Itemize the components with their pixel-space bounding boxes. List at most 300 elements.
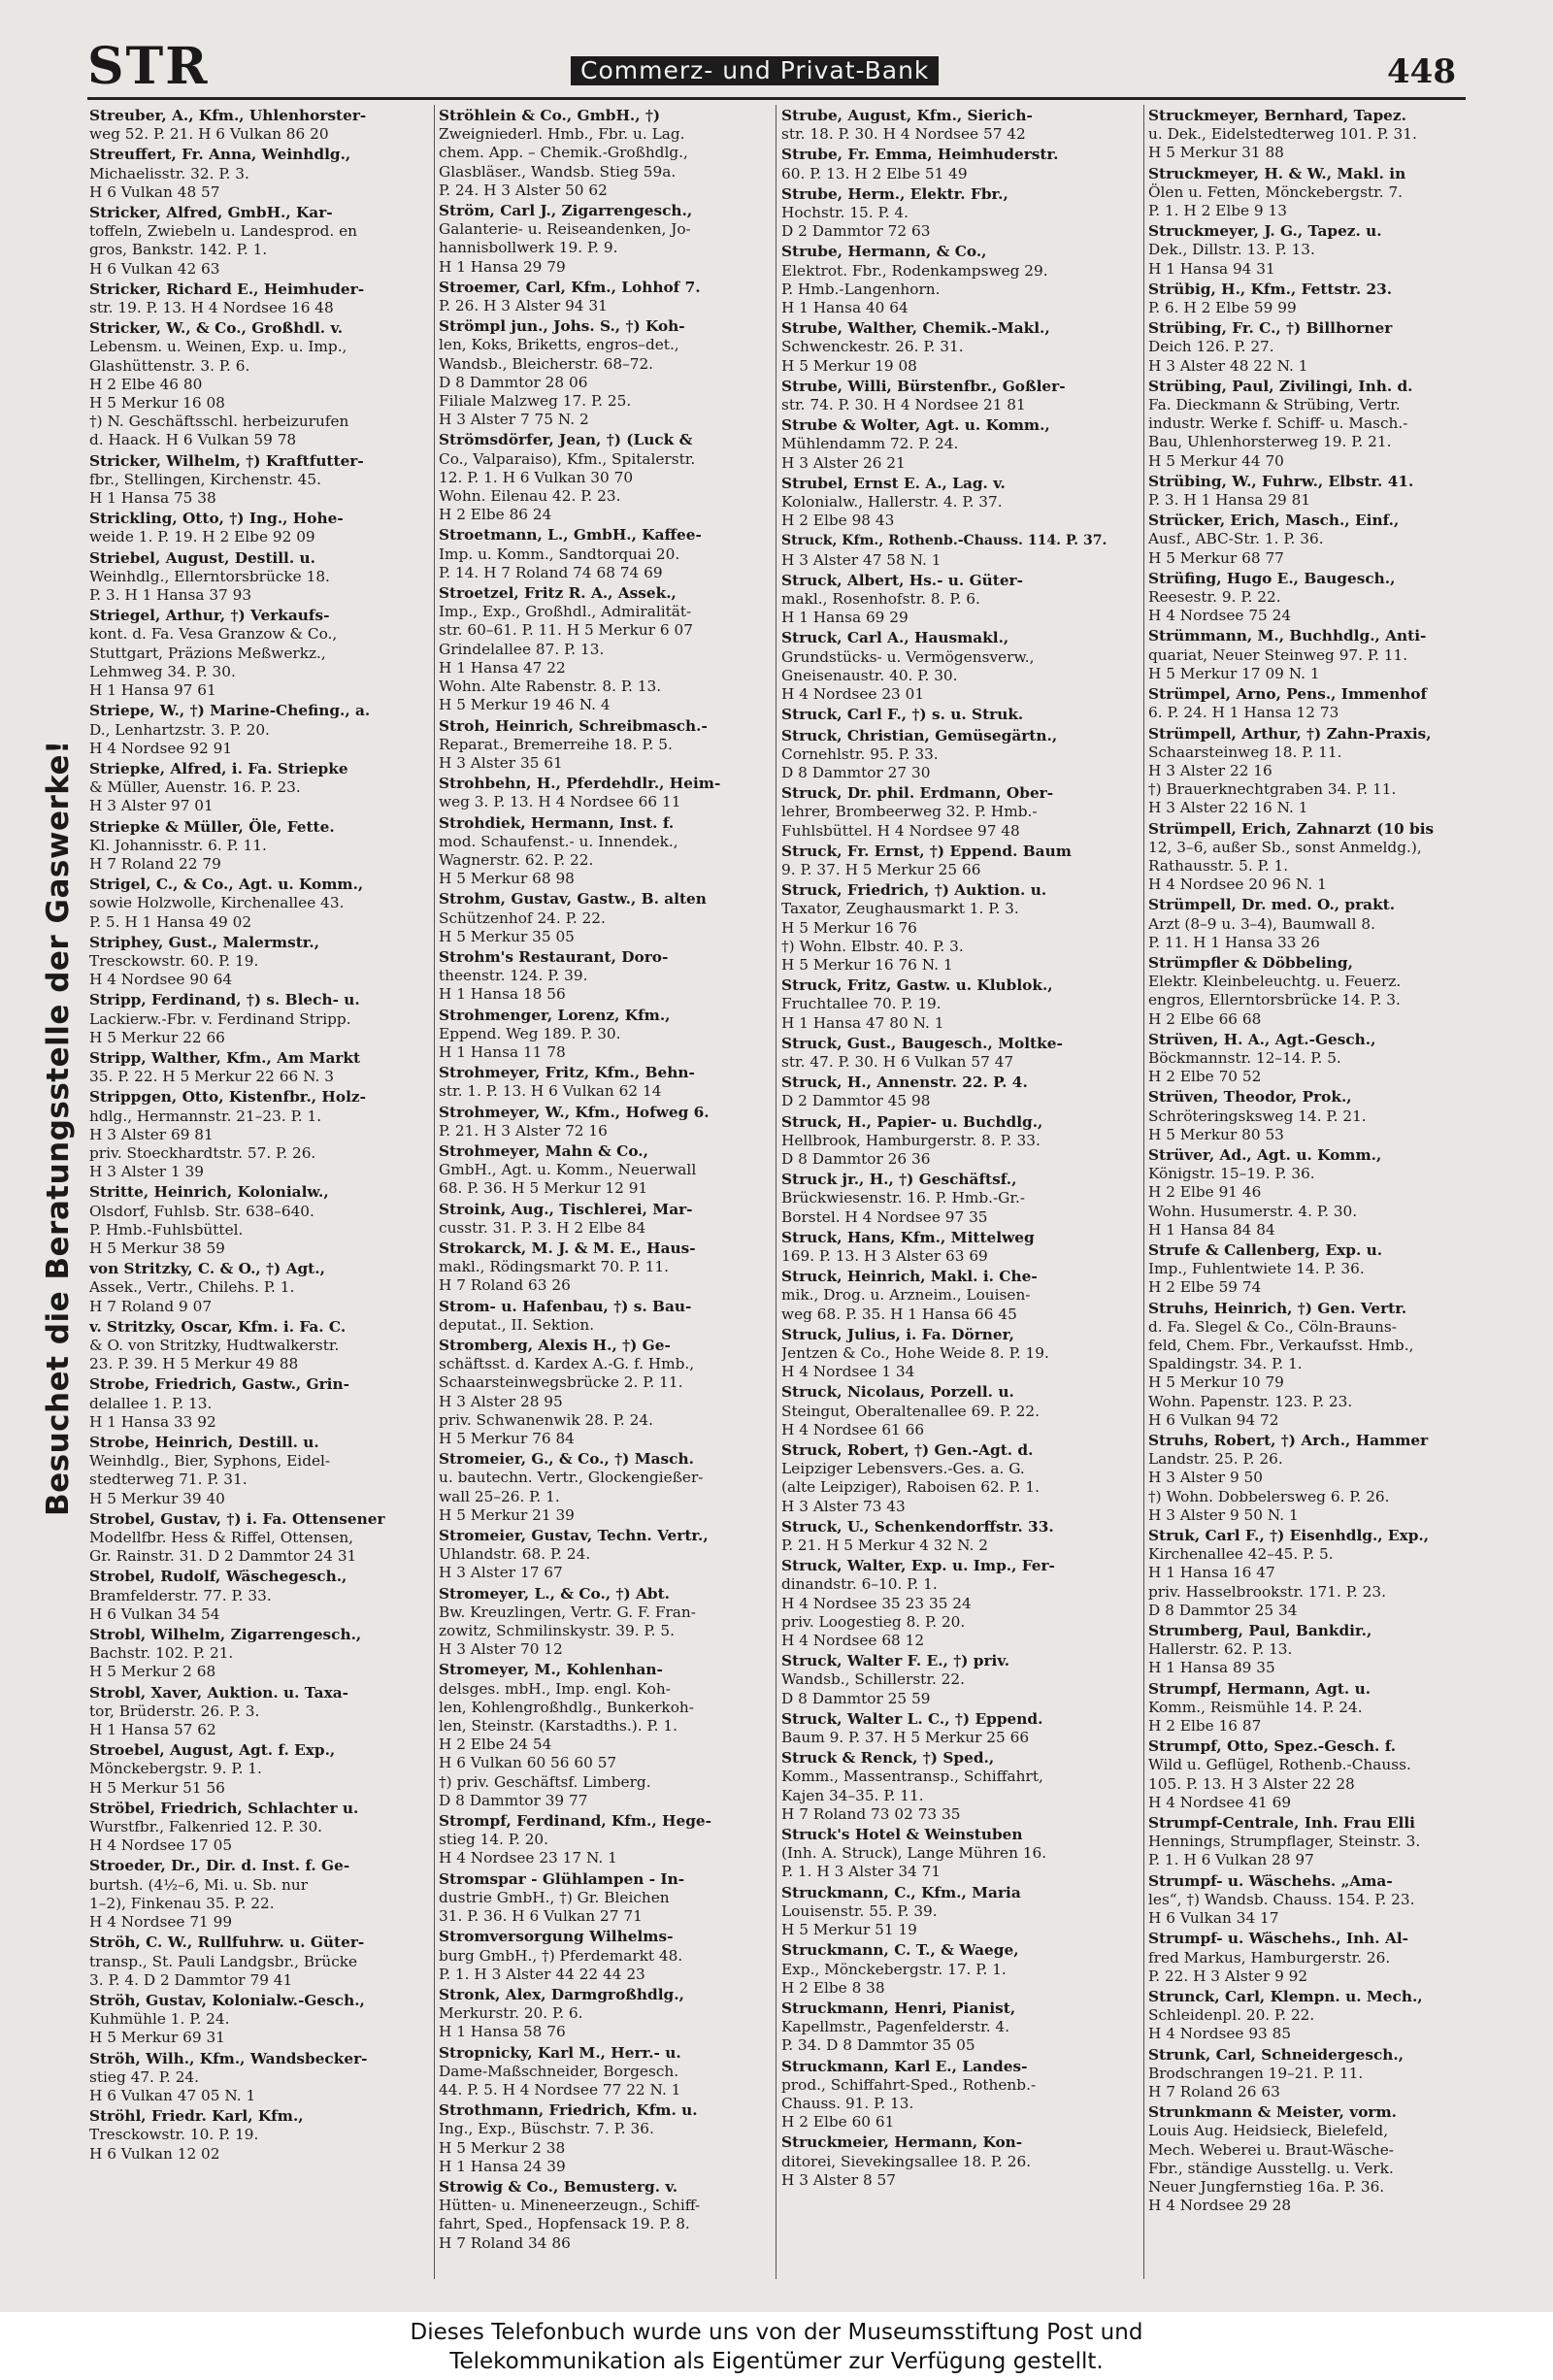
entry-detail-line: Cornehlstr. 95. P. 33. (781, 744, 939, 763)
entry-detail-line: P. 21. H 3 Alster 72 16 (439, 1121, 608, 1140)
entry-detail-line: H 5 Merkur 51 19 (781, 1921, 917, 1939)
entry-detail-line: fred Markus, Hamburgerstr. 26. (1148, 1948, 1391, 1967)
listing-entry (1148, 1088, 1480, 1144)
entry-name-line: Strunk, Carl, Schneidergesch., (1148, 2045, 1404, 2064)
entry-detail-line: H 3 Alster 70 12 (439, 1640, 563, 1659)
entry-name-line: Strümpell, Erich, Zahnarzt (10 bis (1148, 819, 1435, 838)
entry-detail-line: H 4 Nordsee 61 66 (781, 1420, 925, 1438)
entry-detail-line: Elektrot. Fbr., Rodenkampsweg 29. (781, 261, 1048, 280)
entry-name-line: Stroetmann, L., GmbH., Kaffee- (439, 526, 702, 545)
entry-detail-line: transp., St. Pauli Landgsbr., Brücke (89, 1952, 358, 1970)
entry-detail-line: Königstr. 15–19. P. 36. (1148, 1165, 1315, 1183)
entry-detail-line: Leipziger Lebensvers.-Ges. a. G. (781, 1460, 1025, 1478)
entry-name-line: Strümpel, Arno, Pens., Immenhof (1148, 685, 1428, 704)
entry-detail-line: 44. P. 5. H 4 Nordsee 77 22 N. 1 (439, 2080, 681, 2099)
listing-entry (1148, 1146, 1480, 1240)
listing-entry (439, 1928, 771, 1984)
listing-entry (781, 1171, 1113, 1227)
listing-entry (439, 1064, 771, 1101)
entry-name-line: Strumpf, Hermann, Agt. u. (1148, 1679, 1371, 1698)
entry-name-line: Stromeier, Gustav, Techn. Vertr., (439, 1527, 709, 1545)
entry-detail-line: len, Steinstr. (Karstadths.). P. 1. (439, 1717, 677, 1735)
listing-entry (1148, 512, 1480, 568)
listing-entry (439, 107, 771, 200)
entry-detail-line: Merkurstr. 20. P. 6. (439, 2004, 583, 2023)
entry-name-line: Strümmann, M., Buchhdlg., Anti- (1148, 627, 1427, 645)
listing-entry (781, 1326, 1113, 1382)
entry-detail-line: chem. App. – Chemik.-Großhdlg., (439, 144, 688, 162)
entry-detail-line: d. Haack. H 6 Vulkan 59 78 (89, 431, 297, 449)
entry-name-line: Strumpf- u. Wäschehs., Inh. Al- (1148, 1930, 1408, 1948)
entry-detail-line: sowie Holzwolle, Kirchenallee 43. (89, 894, 345, 912)
listing-entry (439, 1812, 771, 1868)
listing-column-4 (1148, 107, 1480, 2276)
entry-detail-line: Spaldingstr. 34. P. 1. (1148, 1355, 1303, 1373)
entry-detail-line: (alte Leipziger), Raboisen 62. P. 1. (781, 1478, 1040, 1497)
entry-detail-line: H 5 Merkur 51 56 (89, 1778, 225, 1797)
entry-detail-line: Wild u. Geflügel, Rothenb.-Chauss. (1148, 1756, 1411, 1774)
entry-detail-line: Schaarsteinweg 18. P. 11. (1148, 743, 1342, 761)
listing-entry (1148, 570, 1480, 626)
entry-name-line: Striepke & Müller, Öle, Fette. (89, 817, 335, 836)
entry-detail-line: delallee 1. P. 13. (89, 1394, 213, 1412)
listing-entry (781, 146, 1113, 182)
entry-detail-line: Lebensm. u. Weinen, Exp. u. Imp., (89, 338, 347, 356)
entry-detail-line: P. 1. H 6 Vulkan 28 97 (1148, 1851, 1314, 1869)
listing-entry (781, 1441, 1113, 1516)
listing-entry (781, 319, 1113, 376)
entry-detail-line: H 5 Merkur 35 05 (439, 927, 575, 945)
entry-detail-line: Baum 9. P. 37. H 5 Merkur 25 66 (781, 1729, 1030, 1747)
entry-name-line: Struhs, Heinrich, †) Gen. Vertr. (1148, 1299, 1407, 1317)
listing-entry (1148, 820, 1480, 895)
listing-entry (781, 2000, 1113, 2056)
entry-name-line: Struckmann, Karl E., Landes- (781, 2057, 1028, 2075)
entry-detail-line: H 2 Elbe 46 80 (89, 375, 203, 393)
listing-entry (781, 2058, 1113, 2132)
entry-detail-line: H 4 Nordsee 35 23 35 24 (781, 1594, 972, 1612)
listing-entry (1148, 1622, 1480, 1678)
listing-entry (1148, 1527, 1480, 1620)
entry-detail-line: H 1 Hansa 18 56 (439, 985, 566, 1004)
entry-name-line: Struckmann, C., Kfm., Maria (781, 1883, 1021, 1901)
entry-detail-line: †) N. Geschäftsschl. herbeizurufen (89, 413, 349, 431)
listing-entry (781, 243, 1113, 317)
entry-detail-line: H 3 Alster 28 95 (439, 1392, 563, 1410)
entry-detail-line: H 3 Alster 22 16 N. 1 (1148, 799, 1308, 817)
entry-detail-line: H 5 Merkur 19 08 (781, 356, 917, 375)
entry-name-line: Struck, U., Schenkendorffstr. 33. (781, 1517, 1054, 1536)
entry-detail-line: weg 3. P. 13. H 4 Nordsee 66 11 (439, 793, 681, 811)
entry-detail-line: H 6 Vulkan 60 56 60 57 (439, 1754, 617, 1772)
listing-entry (439, 584, 771, 714)
entry-name-line: Struck, Hans, Kfm., Mittelweg (781, 1228, 1035, 1246)
entry-detail-line: & Müller, Auenstr. 16. P. 23. (89, 778, 301, 797)
entry-detail-line: hdlg., Hermannstr. 21–23. P. 1. (89, 1107, 322, 1125)
entry-detail-line: H 5 Merkur 16 08 (89, 394, 225, 413)
entry-detail-line: †) Wohn. Elbstr. 40. P. 3. (781, 937, 964, 955)
entry-detail-line: u. Dek., Eidelstedterweg 101. P. 31. (1148, 125, 1417, 144)
entry-name-line: Strufe & Callenberg, Exp. u. (1148, 1240, 1383, 1259)
entry-detail-line: H 1 Hansa 33 92 (89, 1412, 216, 1431)
entry-detail-line: Borstel. H 4 Nordsee 97 35 (781, 1207, 988, 1226)
listing-entry (781, 1268, 1113, 1324)
listing-entry (439, 317, 771, 429)
listing-entry (439, 775, 771, 811)
entry-detail-line: zowitz, Schmilinskystr. 39. P. 5. (439, 1622, 675, 1640)
listing-entry (89, 1434, 421, 1508)
entry-name-line: Struck, H., Papier- u. Buchdlg., (781, 1112, 1043, 1131)
entry-detail-line: H 3 Alster 7 75 N. 2 (439, 411, 589, 429)
entry-detail-line: P. 1. H 3 Alster 44 22 44 23 (439, 1965, 645, 1983)
entry-detail-line: fahrt, Sped., Hopfensack 19. P. 8. (439, 2215, 690, 2233)
entry-detail-line: Imp., Exp., Großhdl., Admiralität- (439, 603, 692, 621)
listing-entry (89, 2107, 421, 2164)
entry-detail-line: Kajen 34–35. P. 11. (781, 1786, 924, 1804)
entry-name-line: Strube, Willi, Bürstenfbr., Goßler- (781, 377, 1066, 395)
listing-entry (439, 1104, 771, 1140)
entry-detail-line: len, Kohlengroßhdlg., Bunkerkoh- (439, 1698, 694, 1716)
listing-entry (1148, 1300, 1480, 1430)
entry-detail-line: deputat., II. Sektion. (439, 1315, 595, 1334)
entry-name-line: Struck, Fritz, Gastw. u. Klublok., (781, 976, 1053, 995)
entry-detail-line: H 5 Merkur 10 79 (1148, 1373, 1284, 1392)
listing-entry (1148, 1930, 1480, 1986)
entry-name-line: Strüven, Theodor, Prok., (1148, 1088, 1352, 1107)
entry-detail-line: mod. Schaufenst.- u. Innendek., (439, 832, 678, 850)
listing-entry (89, 1741, 421, 1798)
entry-detail-line: Imp. u. Komm., Sandtorquai 20. (439, 545, 680, 563)
entry-detail-line: P. 21. H 5 Merkur 4 32 N. 2 (781, 1537, 989, 1555)
entry-name-line: Strokarck, M. J. & M. E., Haus- (439, 1239, 696, 1257)
entry-name-line: Ströbel, Friedrich, Schlachter u. (89, 1799, 359, 1817)
entry-name-line: Strippgen, Otto, Kistenfbr., Holz- (89, 1088, 366, 1107)
entry-name-line: Strube, Walther, Chemik.-Makl., (781, 319, 1050, 338)
entry-detail-line: feld, Chem. Fbr., Verkaufsst. Hmb., (1148, 1337, 1414, 1354)
listing-entry (89, 1183, 421, 1258)
entry-detail-line: D 2 Dammtor 45 98 (781, 1092, 931, 1110)
listing-entry (781, 1518, 1113, 1555)
entry-detail-line: Wurstfbr., Falkenried 12. P. 30. (89, 1818, 323, 1836)
entry-name-line: Strücker, Erich, Masch., Einf., (1148, 512, 1400, 530)
entry-detail-line: Imp., Fuhlentwiete 14. P. 36. (1148, 1260, 1365, 1278)
entry-detail-line: Bw. Kreuzlingen, Vertr. G. F. Fran- (439, 1603, 696, 1621)
entry-detail-line: Chauss. 91. P. 13. (781, 2094, 914, 2112)
entry-detail-line: H 7 Roland 26 63 (1148, 2082, 1280, 2100)
entry-detail-line: 9. P. 37. H 5 Merkur 25 66 (781, 860, 981, 878)
entry-detail-line: H 4 Nordsee 1 34 (781, 1363, 915, 1381)
entry-name-line: Striepke, Alfred, i. Fa. Striepke (89, 759, 348, 777)
entry-detail-line: D 8 Dammtor 27 30 (781, 763, 931, 781)
entry-detail-line: Rathausstr. 5. P. 1. (1148, 856, 1289, 875)
entry-detail-line: H 4 Nordsee 20 96 N. 1 (1148, 876, 1327, 894)
entry-detail-line: H 4 Nordsee 75 24 (1148, 607, 1292, 625)
listing-entry (781, 727, 1113, 783)
column-divider (1143, 105, 1144, 2279)
listing-entry (89, 1510, 421, 1567)
listing-entry (1148, 222, 1480, 279)
listing-entry (781, 1229, 1113, 1266)
entry-detail-line: priv. Schwanenwik 28. P. 24. (439, 1410, 653, 1429)
entry-detail-line: Komm., Massentransp., Schiffahrt, (781, 1768, 1043, 1786)
entry-name-line: Strohbehn, H., Pferdehdlr., Heim- (439, 775, 721, 793)
entry-detail-line: †) Brauerknechtgraben 34. P. 11. (1148, 780, 1397, 799)
entry-detail-line: P. Hmb.-Fuhlsbüttel. (89, 1220, 244, 1239)
entry-name-line: Striegel, Arthur, †) Verkaufs- (89, 607, 330, 625)
listing-entry (89, 1626, 421, 1682)
entry-name-line: Strobe, Friedrich, Gastw., Grin- (89, 1375, 349, 1394)
entry-name-line: Struckmann, Henri, Pianist, (781, 1999, 1016, 2017)
listing-entry (439, 1298, 771, 1335)
listing-entry (439, 1240, 771, 1296)
entry-detail-line: engros, Ellerntorsbrücke 14. P. 3. (1148, 991, 1401, 1009)
listing-entry (781, 1074, 1113, 1110)
entry-detail-line: Wohn. Papenstr. 123. P. 23. (1148, 1392, 1353, 1410)
entry-name-line: Strube, Herm., Elektr. Fbr., (781, 184, 1008, 203)
entry-detail-line: Taxator, Zeughausmarkt 1. P. 3. (781, 900, 1019, 918)
entry-detail-line: H 1 Hansa 75 38 (89, 489, 216, 508)
entry-name-line: Strohmenger, Lorenz, Kfm., (439, 1006, 671, 1024)
entry-detail-line: D 8 Dammtor 39 77 (439, 1791, 588, 1809)
listing-entry (89, 818, 421, 875)
entry-detail-line: Glashüttenstr. 3. P. 6. (89, 356, 250, 375)
entry-detail-line: H 4 Nordsee 23 01 (781, 685, 925, 704)
entry-name-line: Ströhlein & Co., GmbH., †) (439, 107, 661, 124)
entry-detail-line: Gr. Rainstr. 31. D 2 Dammtor 24 31 (89, 1547, 357, 1566)
entry-detail-line: P. 1. H 3 Alster 34 71 (781, 1863, 942, 1881)
entry-name-line: Strüfing, Hugo E., Baugesch., (1148, 569, 1396, 587)
entry-detail-line: H 5 Merkur 31 88 (1148, 144, 1284, 162)
listing-entry (781, 378, 1113, 414)
entry-detail-line: Mech. Weberei u. Braut-Wäsche- (1148, 2140, 1394, 2159)
listing-entry (439, 890, 771, 946)
entry-name-line: Strohmeyer, W., Kfm., Hofweg 6. (439, 1103, 710, 1121)
entry-detail-line: 6. P. 24. H 1 Hansa 12 73 (1148, 704, 1339, 722)
listing-entry (781, 881, 1113, 975)
listing-entry (89, 607, 421, 700)
entry-detail-line: 23. P. 39. H 5 Merkur 49 88 (89, 1355, 299, 1373)
entry-detail-line: D 8 Dammtor 26 36 (781, 1149, 931, 1168)
listing-entry (89, 146, 421, 202)
entry-detail-line: P. 5. H 1 Hansa 49 02 (89, 912, 252, 931)
entry-detail-line: Wohn. Eilenau 42. P. 23. (439, 487, 621, 506)
listing-entry (439, 1450, 771, 1525)
listing-entry (1148, 378, 1480, 471)
listing-entry (89, 319, 421, 449)
entry-detail-line: fbr., Stellingen, Kirchenstr. 45. (89, 470, 321, 488)
entry-name-line: Ström, Carl J., Zigarrengesch., (439, 202, 693, 220)
entry-detail-line: H 2 Elbe 91 46 (1148, 1183, 1262, 1202)
listing-entry (781, 1557, 1113, 1650)
entry-detail-line: H 6 Vulkan 47 05 N. 1 (89, 2086, 256, 2104)
entry-name-line: Strube, Hermann, & Co., (781, 243, 987, 261)
entry-detail-line: H 2 Elbe 70 52 (1148, 1068, 1262, 1086)
entry-detail-line: quariat, Neuer Steinweg 97. P. 11. (1148, 645, 1408, 664)
entry-detail-line: Tresckowstr. 10. P. 19. (89, 2126, 259, 2144)
listing-entry (439, 202, 771, 277)
listing-entry (439, 1585, 771, 1660)
entry-detail-line: Bau, Uhlenhorsterweg 19. P. 21. (1148, 433, 1392, 451)
entry-detail-line: H 4 Nordsee 71 99 (89, 1913, 233, 1932)
entry-detail-line: H 2 Elbe 86 24 (439, 506, 552, 524)
entry-name-line: Struck, Julius, i. Fa. Dörner, (781, 1325, 1014, 1343)
footer-line-1: Dieses Telefonbuch wurde uns von der Museumsstiftung Post und (410, 2320, 1143, 2345)
entry-name-line: Struckmeyer, J. G., Tapez. u. (1148, 222, 1382, 241)
entry-name-line: Stricker, Wilhelm, †) Kraftfutter- (89, 451, 364, 470)
entry-name-line: Strom- u. Hafenbau, †) s. Bau- (439, 1297, 692, 1315)
entry-detail-line: H 2 Elbe 66 68 (1148, 1009, 1262, 1028)
entry-detail-line: 12. P. 1. H 6 Vulkan 30 70 (439, 468, 634, 486)
entry-detail-line: H 3 Alster 26 21 (781, 453, 906, 472)
entry-name-line: Stroink, Aug., Tischlerei, Mar- (439, 1200, 693, 1218)
listing-entry (89, 991, 421, 1047)
listing-entry (781, 976, 1113, 1033)
entry-detail-line: H 1 Hansa 47 80 N. 1 (781, 1013, 944, 1032)
listing-entry (1148, 1872, 1480, 1929)
entry-detail-line: H 1 Hansa 29 79 (439, 257, 566, 276)
entry-detail-line: H 1 Hansa 57 62 (89, 1721, 216, 1739)
entry-detail-line: Mönckebergstr. 9. P. 1. (89, 1760, 262, 1778)
entry-name-line: Strunkmann & Meister, vorm. (1148, 2103, 1397, 2122)
entry-detail-line: H 4 Nordsee 41 69 (1148, 1793, 1292, 1811)
entry-detail-line: Jentzen & Co., Hohe Weide 8. P. 19. (781, 1344, 1049, 1362)
entry-detail-line: H 6 Vulkan 12 02 (89, 2144, 220, 2163)
entry-detail-line: weg 52. P. 21. H 6 Vulkan 86 20 (89, 125, 329, 144)
listing-entry (89, 510, 421, 546)
entry-detail-line: H 1 Hansa 40 64 (781, 299, 909, 317)
entry-name-line: Struck, Carl A., Hausmakl., (781, 629, 1009, 647)
entry-name-line: Strothmann, Friedrich, Kfm. u. (439, 2101, 698, 2120)
listing-entry (439, 1007, 771, 1063)
listing-entry (89, 2050, 421, 2106)
entry-detail-line: H 5 Merkur 21 39 (439, 1505, 575, 1524)
entry-detail-line: H 1 Hansa 89 35 (1148, 1659, 1275, 1677)
entry-detail-line: Wohn. Alte Rabenstr. 8. P. 13. (439, 678, 662, 696)
entry-name-line: Stricker, Alfred, GmbH., Kar- (89, 204, 333, 222)
entry-detail-line: H 5 Merkur 2 38 (439, 2138, 566, 2157)
entry-detail-line: H 6 Vulkan 48 57 (89, 182, 220, 201)
entry-name-line: Strümpfler & Döbbeling, (1148, 953, 1353, 972)
entry-name-line: Struck, Carl F., †) s. u. Struk. (781, 706, 1024, 724)
entry-detail-line: Dame-Maßschneider, Borgesch. (439, 2062, 679, 2080)
listing-entry (439, 1870, 771, 1927)
entry-name-line: Strohm's Restaurant, Doro- (439, 947, 669, 966)
listing-entry (781, 475, 1113, 531)
entry-name-line: Strube, Fr. Emma, Heimhuderstr. (781, 146, 1059, 164)
entry-detail-line: Kapellmstr., Pagenfelderstr. 4. (781, 2018, 1010, 2036)
listing-entry (439, 1142, 771, 1199)
entry-detail-line: Wohn. Husumerstr. 4. P. 30. (1148, 1202, 1358, 1220)
entry-name-line: Struck, Christian, Gemüsegärtn., (781, 726, 1058, 744)
entry-detail-line: H 5 Merkur 68 77 (1148, 548, 1284, 567)
entry-detail-line: Galanterie- u. Reiseandenken, Jo- (439, 220, 691, 239)
entry-detail-line: H 2 Elbe 8 38 (781, 1978, 885, 1997)
entry-detail-line: P. 3. H 1 Hansa 37 93 (89, 586, 252, 605)
listing-entry (439, 2044, 771, 2100)
entry-name-line: Strobel, Gustav, †) i. Fa. Ottensener (89, 1509, 385, 1528)
entry-detail-line: H 5 Merkur 17 09 N. 1 (1148, 664, 1320, 682)
entry-detail-line: Grindelallee 87. P. 13. (439, 640, 605, 658)
entry-detail-line: Wandsb., Bleicherstr. 68–72. (439, 354, 654, 373)
entry-detail-line: str. 19. P. 13. H 4 Nordsee 16 48 (89, 299, 334, 317)
listing-entry (89, 760, 421, 816)
entry-detail-line: weide 1. P. 19. H 2 Elbe 92 09 (89, 528, 315, 546)
entry-detail-line: str. 74. P. 30. H 4 Nordsee 21 81 (781, 396, 1026, 414)
entry-detail-line: Filiale Malzweg 17. P. 25. (439, 392, 632, 411)
listing-entry (89, 876, 421, 932)
entry-detail-line: H 1 Hansa 11 78 (439, 1042, 566, 1061)
entry-detail-line: P. 1. H 2 Elbe 9 13 (1148, 202, 1287, 220)
entry-name-line: Strübing, Paul, Zivilingi, Inh. d. (1148, 377, 1413, 395)
entry-detail-line: Reparat., Bremerreihe 18. P. 5. (439, 735, 673, 753)
entry-detail-line: priv. Loogestieg 8. P. 20. (781, 1612, 966, 1631)
entry-name-line: Struck, H., Annenstr. 22. P. 4. (781, 1074, 1028, 1092)
entry-detail-line: H 4 Nordsee 68 12 (781, 1632, 925, 1650)
entry-detail-line: H 1 Hansa 58 76 (439, 2023, 566, 2041)
listing-entry (781, 1035, 1113, 1072)
entry-name-line: von Stritzky, C. & O., †) Agt., (89, 1260, 325, 1278)
entry-detail-line: d. Fa. Slegel & Co., Cöln-Brauns- (1148, 1317, 1397, 1336)
entry-detail-line: len, Koks, Briketts, engros–det., (439, 336, 679, 354)
listing-entry (781, 784, 1113, 841)
entry-detail-line: H 5 Merkur 16 76 N. 1 (781, 955, 953, 974)
entry-name-line: Struck, Fr. Ernst, †) Eppend. Baum (781, 842, 1072, 860)
entry-detail-line: Lackierw.-Fbr. v. Ferdinand Stripp. (89, 1009, 351, 1028)
entry-detail-line: H 3 Alster 1 39 (89, 1163, 205, 1181)
listing-entry (89, 702, 421, 758)
entry-detail-line: Olsdorf, Fuhlsb. Str. 638–640. (89, 1202, 314, 1220)
entry-detail-line: schäftsst. d. Kardex A.-G. f. Hmb., (439, 1355, 695, 1373)
entry-detail-line: H 3 Alster 9 50 (1148, 1469, 1264, 1487)
entry-detail-line: D., Lenhartzstr. 3. P. 20. (89, 720, 270, 739)
entry-detail-line: P. 6. H 2 Elbe 59 99 (1148, 299, 1297, 317)
entry-detail-line: lehrer, Brombeerweg 32. P. Hmb.- (781, 803, 1038, 821)
entry-detail-line: H 3 Alster 17 67 (439, 1564, 563, 1582)
entry-name-line: Strüver, Ad., Agt. u. Komm., (1148, 1145, 1382, 1164)
entry-detail-line: les“, †) Wandsb. Chauss. 154. P. 23. (1148, 1890, 1415, 1908)
entry-name-line: Strohmeyer, Mahn & Co., (439, 1141, 648, 1160)
entry-name-line: Stricker, W., & Co., Großhdl. v. (89, 319, 344, 338)
listing-entry (1148, 281, 1480, 317)
entry-name-line: Strumberg, Paul, Bankdir., (1148, 1622, 1372, 1640)
entry-detail-line: Wagnerstr. 62. P. 22. (439, 850, 594, 869)
entry-name-line: Struk, Carl F., †) Eisenhdlg., Exp., (1148, 1527, 1430, 1545)
listing-entry (89, 281, 421, 317)
entry-detail-line: P. 11. H 1 Hansa 33 26 (1148, 933, 1320, 951)
entry-detail-line: prod., Schiffahrt-Sped., Rothenb.- (781, 2075, 1037, 2094)
entry-name-line: Strumpf- u. Wäschehs. „Ama- (1148, 1871, 1393, 1890)
entry-detail-line: H 1 Hansa 84 84 (1148, 1220, 1275, 1239)
entry-detail-line: ditorei, Sievekingsallee 18. P. 26. (781, 2152, 1032, 2170)
listing-entry (1148, 107, 1480, 163)
entry-detail-line: P. 24. H 3 Alster 50 62 (439, 181, 608, 199)
listing-column-2 (439, 107, 771, 2276)
entry-detail-line: theenstr. 124. P. 39. (439, 967, 588, 985)
listing-entry (439, 2178, 771, 2253)
entry-name-line: Strunck, Carl, Klempn. u. Mech., (1148, 1987, 1423, 2005)
entry-detail-line: Hellbrook, Hamburgerstr. 8. P. 33. (781, 1131, 1041, 1149)
entry-detail-line: delsges. mbH., Imp. engl. Koh- (439, 1679, 671, 1698)
entry-detail-line: Steingut, Oberaltenallee 69. P. 22. (781, 1402, 1041, 1420)
entry-name-line: Struck's Hotel & Weinstuben (781, 1826, 1023, 1844)
entry-detail-line: 169. P. 13. H 3 Alster 63 69 (781, 1246, 988, 1265)
entry-name-line: Struck, Robert, †) Gen.-Agt. d. (781, 1441, 1034, 1460)
entry-detail-line: 105. P. 13. H 3 Alster 22 28 (1148, 1774, 1355, 1793)
entry-detail-line: H 3 Alster 35 61 (439, 753, 563, 772)
entry-name-line: Struckmeyer, Bernhard, Tapez. (1148, 107, 1406, 124)
entry-detail-line: 35. P. 22. H 5 Merkur 22 66 N. 3 (89, 1068, 334, 1086)
entry-detail-line: Kl. Johannisstr. 6. P. 11. (89, 836, 267, 854)
